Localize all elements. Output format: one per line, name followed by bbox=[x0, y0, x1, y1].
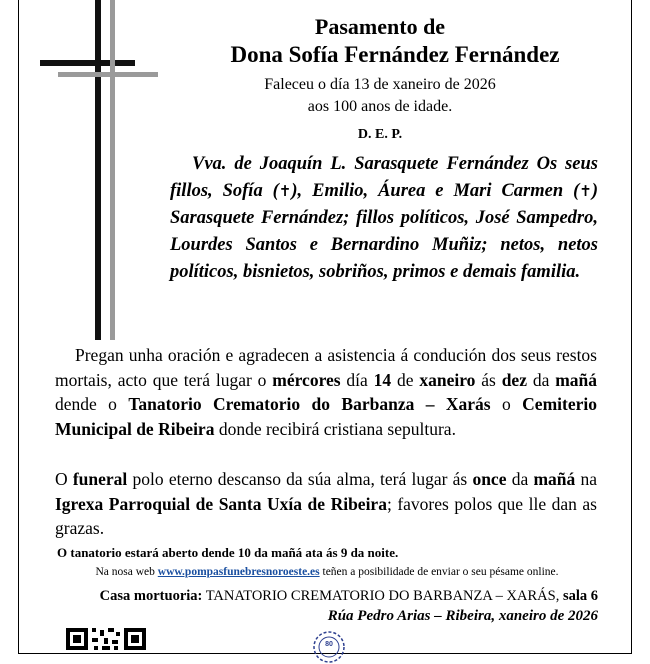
death-date: Faleceu o día 13 de xaneiro de 2026 bbox=[264, 76, 496, 93]
address-line: Rúa Pedro Arias – Ribeira, xaneiro de 2026 bbox=[327, 608, 598, 624]
opening-hours: O tanatorio estará aberto dende 10 da mañá ata ás 9 da noite. bbox=[57, 545, 399, 560]
funeral-procession-paragraph: Pregan unha oración e agradecen a asistencia á condución dos seus restos mortais, acto que terá lugar o mércores día 14 de xaneiro ás dez da mañá dende o Tanatorio Crematorio do Barbanza – Xarás o Cemiterio Municipal de Ribeira donde recibirá cristiana sepultura. bbox=[55, 345, 597, 439]
age-line: aos 100 anos de idade. bbox=[307, 98, 453, 115]
rip-line: D. E. P. bbox=[357, 127, 403, 142]
qr-code-icon[interactable] bbox=[66, 628, 146, 650]
cross-glyph-icon: ✝ bbox=[579, 182, 592, 200]
deceased-name: Dona Sofía Fernández Fernández bbox=[230, 42, 560, 67]
web-line: Na nosa web www.pompasfunebresnoroeste.es teñen a posibilidade de enviar o seu pésame online. bbox=[95, 566, 559, 578]
notice-title: Pasamento de bbox=[314, 14, 446, 39]
cross-icon bbox=[40, 0, 160, 340]
anniversary-seal-icon bbox=[312, 630, 346, 664]
family-block: Vva. de Joaquín L. Sarasquete Fernández Os seus fillos, Sofía (✝), Emilio, Áurea e Mari Carmen (✝) Sarasquete Fernández; fillos políticos, José Sampedro, Lourdes Santos e Bernardino Muñiz; netos, netos políticos, bisnietos, sobriños, primos e demais familia. bbox=[170, 154, 599, 282]
cross-glyph-icon: ✝ bbox=[278, 182, 292, 200]
website-link[interactable]: www.pompasfunebresnoroeste.es bbox=[157, 566, 320, 578]
seal-number: 80 bbox=[325, 641, 333, 648]
funeral-mass-paragraph: O funeral polo eterno descanso da súa alma, terá lugar ás once da mañá na Igrexa Parroquial de Santa Uxía de Ribeira; favores polos que lle dan as grazas. bbox=[55, 469, 597, 538]
funeral-home: Casa mortuoria: TANATORIO CREMATORIO DO BARBANZA – XARÁS, sala 6 bbox=[99, 588, 598, 604]
